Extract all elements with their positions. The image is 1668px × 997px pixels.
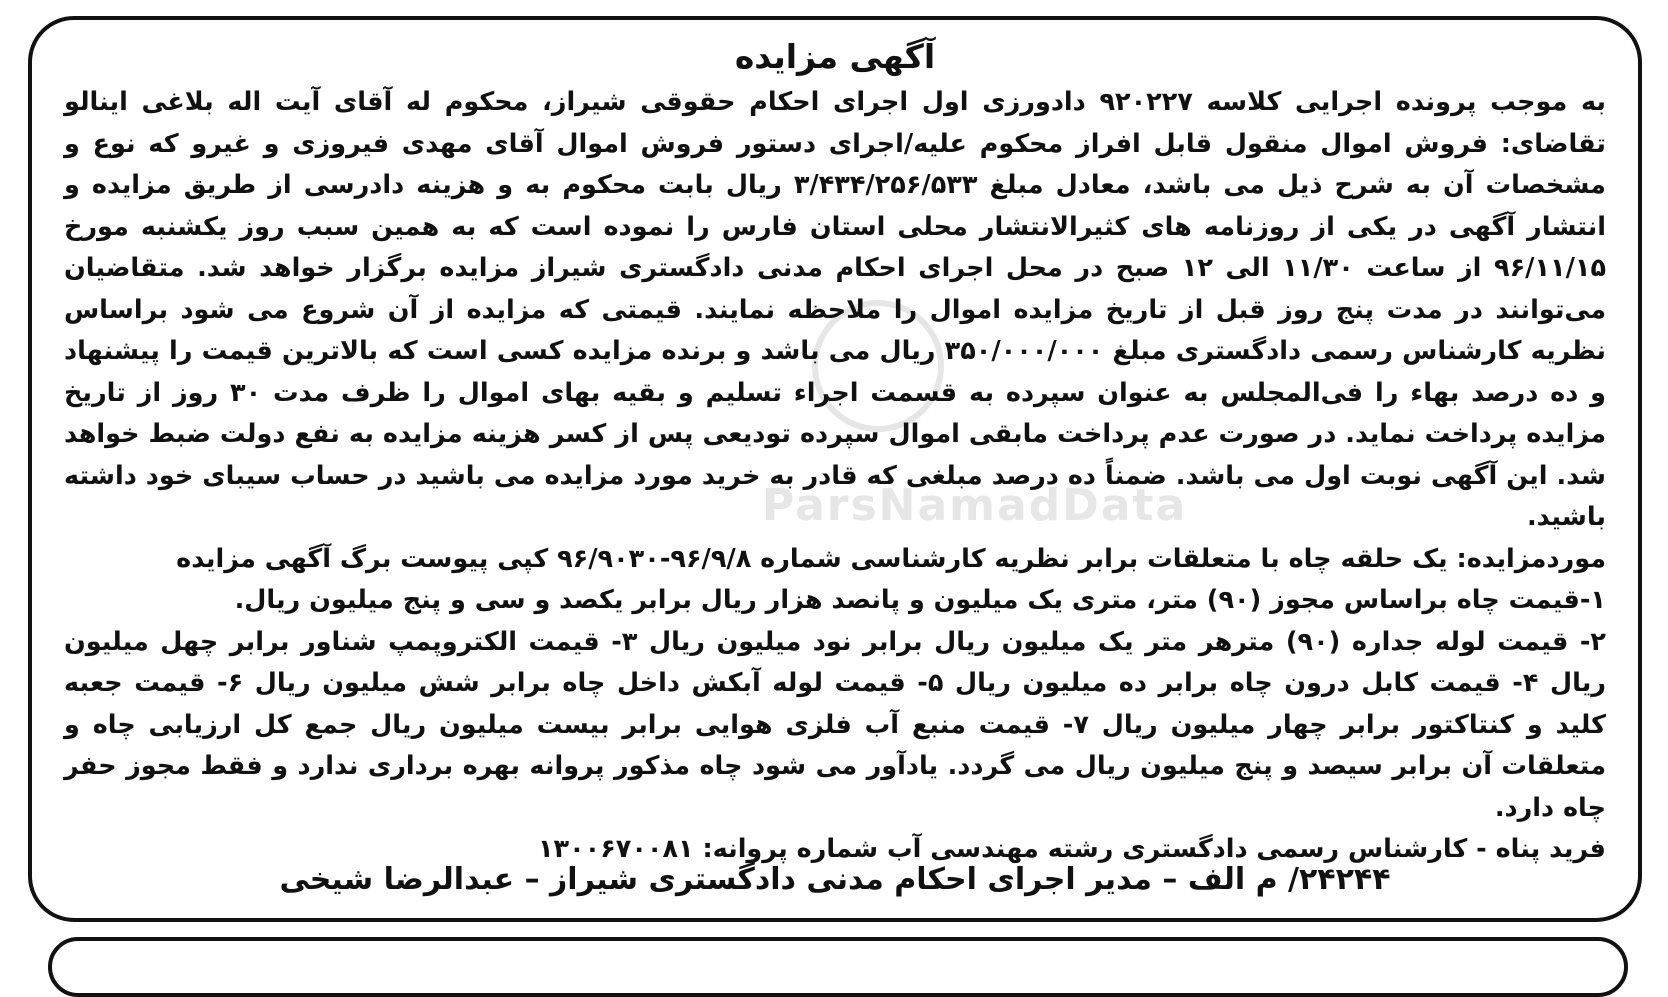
auction-notice-box xyxy=(28,16,1642,922)
notice-signature: ۲۴۲۴۴/ م الف – مدیر اجرای احکام مدنی دادگستری شیراز – عبدالرضا شیخی xyxy=(279,862,1391,897)
notice-paragraph-subject: موردمزایده: یک حلقه چاه با متعلقات برابر نظریه کارشناسی شماره ۹۶/۹/۸-۹۶/۹۰۳۰ کپی پیوست برگ آگهی مزایده xyxy=(176,543,1606,574)
notice-paragraph-items-2-7: ۲- قیمت لوله جداره (۹۰) مترهر متر یک میلیون ریال برابر نود میلیون ریال ۳- قیمت الکتروپمپ شناور برابر چهل میلیون ریال ۴- قیمت کابل درون چاه برابر ده میلیون ریال ۵- قیمت لوله آبکش داخل چاه برابر شش میلیون ریال ۶- قیمت جعبه کلید و کنتاکتور برابر چهار میلیون ریال ۷- قیمت منبع آب فلزی هوایی برابر بیست میلیون ریال جمع کل ارزیابی چاه و متعلقات آن برابر سیصد و پنج میلیون ریال می گردد. یادآور می شود چاه مذکور پروانه بهره برداری ندارد و فقط مجوز حفر چاه دارد. xyxy=(64,626,1606,823)
next-notice-box-edge xyxy=(48,937,1628,997)
notice-paragraph-expert: فرید پناه - کارشناس رسمی دادگستری رشته مهندسی آب شماره پروانه: ۱۳۰۰۶۷۰۰۸۱ xyxy=(537,834,1606,864)
notice-title: آگهی مزایده xyxy=(734,37,936,76)
notice-paragraph-main: به موجب پرونده اجرایی کلاسه ۹۲۰۲۲۷ دادورزی اول اجرای احکام حقوقی شیراز، محکوم له آقای آیت اله بلاغی اینالو تقاضای: فروش اموال منقول قابل افراز محکوم علیه/اجرای دستور فروش اموال آقای مهدی فیروزی و غیرو که نوع و مشخصات آن به شرح ذیل می باشد، معادل مبلغ ۳/۴۳۴/۲۵۶/۵۳۳ ریال بابت محکوم به و هزینه دادرسی از طریق مزایده و انتشار آگهی در یکی از روزنامه های کثیرالانتشار محلی استان فارس را نموده است که به همین سبب روز یکشنبه مورخ ۹۶/۱۱/۱۵ از ساعت ۱۱/۳۰ الی ۱۲ صبح در محل اجرای احکام مدنی دادگستری شیراز مزایده برگزار خواهد شد. متقاضیان می‌توانند در مدت پنج روز قبل از تاریخ مزایده اموال را ملاحظه نمایند. قیمتی که مزایده از آن شروع می شود براساس نظریه کارشناس رسمی دادگستری مبلغ ۳۵۰/۰۰۰/۰۰۰ ریال می باشد و برنده مزایده کسی است که بالاترین قیمت را پیشنهاد و ده درصد بهاء را فی‌المجلس به عنوان سپرده به قسمت اجراء تسلیم و بقیه بهای اموال را ظرف مدت ۳۰ روز از تاریخ مزایده پرداخت نماید. در صورت عدم پرداخت مابقی اموال سپرده تودیعی پس از کسر هزینه مزایده به نفع دولت ضبط خواهد شد. این آگهی نوبت اول می باشد. ضمناً ده درصد مبلغی که قادر به خرید مورد مزایده می باشید در حساب سیبای خود داشته باشید. xyxy=(64,87,1607,532)
notice-body xyxy=(32,20,1638,918)
notice-paragraph-item-1: ۱-قیمت چاه براساس مجوز (۹۰) متر، متری یک میلیون و پانصد هزار ریال برابر یکصد و سی و پنج میلیون ریال. xyxy=(234,585,1606,615)
watermark-text: ParsNamadData xyxy=(762,480,1188,531)
